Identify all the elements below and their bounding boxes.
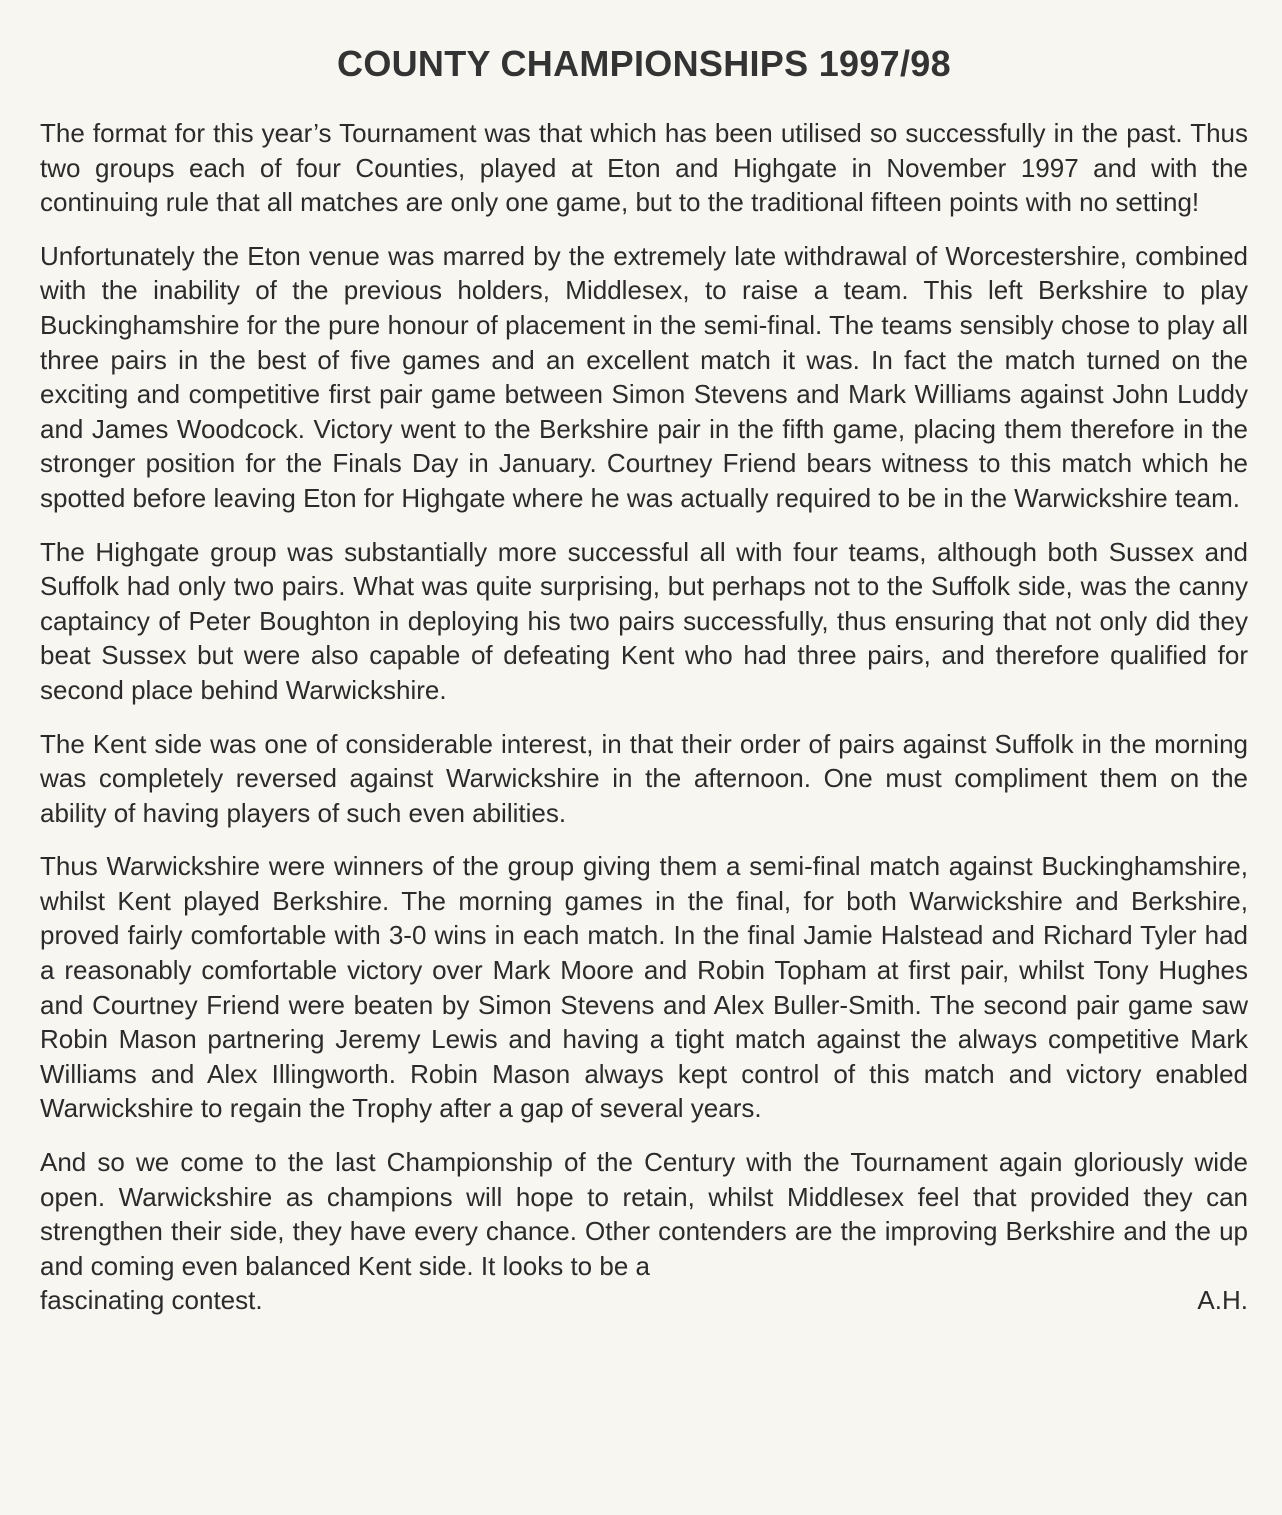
paragraph-kent-side: The Kent side was one of considerable interest, in that their order of pairs against Suffolk in the morning was completely reversed against Warwickshire in the afternoon. One must compliment them on the ability of having players of such even abilities. [40,728,1248,828]
author-signature: A.H. [1197,1285,1248,1316]
signoff-row [40,1283,1248,1318]
paragraph-eton-venue: Unfortunately the Eton venue was marred by the extremely late withdrawal of Worcestershire, combined with the inability of the previous holders, Middlesex, to raise a team. This left Berkshire to play Buckinghamshire for the pure honour of placement in the semi-final. The teams sensibly chose to play all three pairs in the best of five games and an excellent match it was. In fact the match turned on the exciting and competitive first pair game between Simon Stevens and Mark Williams against John Luddy and James Woodcock. Victory went to the Berkshire pair in the fifth game, placing them therefore in the stronger position for the Finals Day in January. Courtney Friend bears witness to this match which he spotted before leaving Eton for Highgate where he was actually required to be in the Warwickshire team. [40,240,1248,513]
paragraph-final: Thus Warwickshire were winners of the group giving them a semi-final match against Buckinghamshire, whilst Kent played Berkshire. The morning games in the final, for both Warwickshire and Berkshire, proved fairly comfortable with 3-0 wins in each match. In the final Jamie Halstead and Richard Tyler had a reasonably comfortable victory over Mark Moore and Robin Topham at first pair, whilst Tony Hughes and Courtney Friend were beaten by Simon Stevens and Alex Buller-Smith. The second pair game saw Robin Mason partnering Jeremy Lewis and having a tight match against the always competitive Mark Williams and Alex Illingworth. Robin Mason always kept control of this match and victory enabled Warwickshire to regain the Trophy after a gap of several years. [40,851,1248,1124]
page-title: COUNTY CHAMPIONSHIPS 1997/98 [337,43,951,84]
paragraph-format: The format for this year’s Tournament was that which has been utilised so successfully in the past. Thus two groups each of four Counties, played at Eton and Highgate in November 1997 and with the continuing rule that all matches are only one game, but to the traditional fifteen points with no setting! [40,118,1248,218]
paragraph-highgate-group: The Highgate group was substantially more successful all with four teams, although both Sussex and Suffolk had only two pairs. What was quite surprising, but perhaps not to the Suffolk side, was the canny captaincy of Peter Boughton in deploying his two pairs successfully, thus ensuring that not only did they beat Sussex but were also capable of defeating Kent who had three pairs, and therefore qualified for second place behind Warwickshire. [40,536,1248,705]
document-page [40,38,1248,1318]
paragraph-outlook: And so we come to the last Championship of the Century with the Tournament again gloriously wide open. Warwickshire as champions will hope to retain, whilst Middlesex feel that provided they can strengthen their side, they have every chance. Other contenders are the improving Berkshire and the up and coming even balanced Kent side. It looks to be a [40,1147,1248,1281]
closing-text: fascinating contest. [40,1285,263,1316]
